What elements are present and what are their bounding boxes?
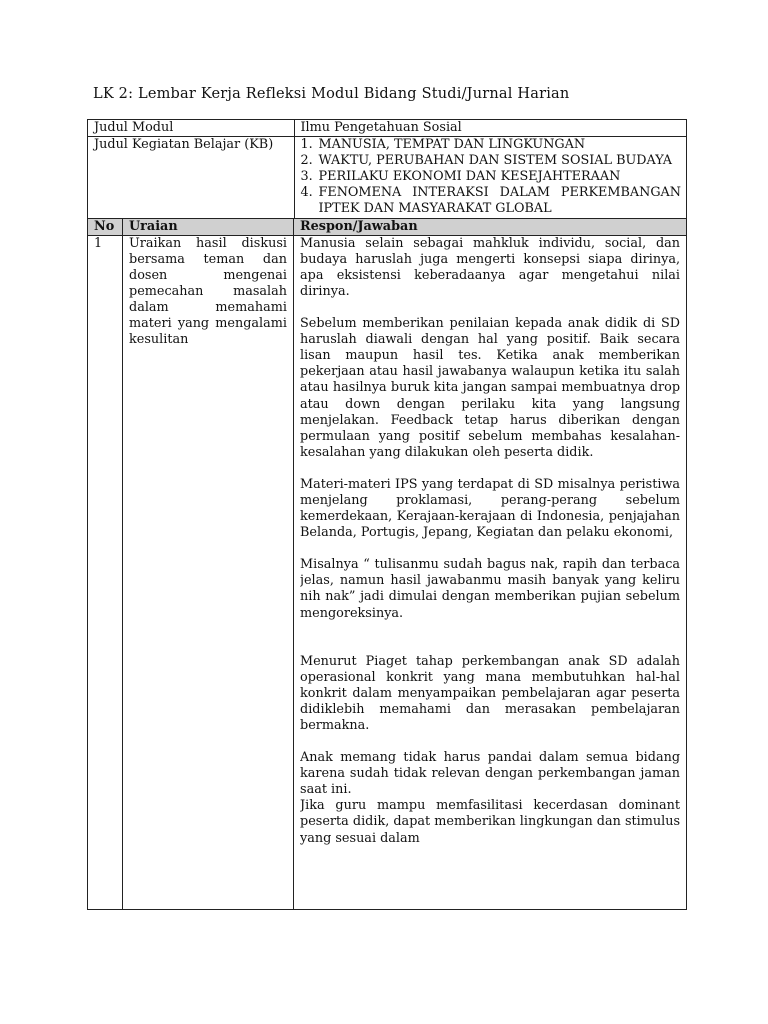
module-label: Judul Modul xyxy=(88,120,294,137)
response-paragraph: Manusia selain sebagai mahkluk individu, social, dan budaya haruslah juga mengerti konsepsi siapa dirinya, apa eksistensi keberadaanya agar mengetahui nilai dirinya. xyxy=(300,235,681,299)
activity-text: PERILAKU EKONOMI DAN KESEJAHTERAAN xyxy=(318,169,621,185)
response-body xyxy=(300,236,680,909)
activity-text: MANUSIA, TEMPAT DAN LINGKUNGAN xyxy=(318,137,586,153)
table-header-row xyxy=(88,218,687,235)
reflection-table xyxy=(87,119,687,910)
module-value: Ilmu Pengetahuan Sosial xyxy=(294,120,687,137)
activities-cell xyxy=(294,137,687,218)
row-number: 1 xyxy=(88,235,123,909)
response-paragraph: Materi-materi IPS yang terdapat di SD misalnya peristiwa menjelang proklamasi, perang-perang sebelum kemerdekaan, Kerajaan-kerajaan di Indonesia, penjajahan Belanda, Portugis, Jepang, Kegiatan dan pelaku ekonomi, xyxy=(300,476,681,541)
response-paragraph: Anak memang tidak harus pandai dalam semua bidang karena sudah tidak relevan dengan perkembangan jaman saat ini. xyxy=(300,750,681,798)
activity-item xyxy=(301,137,682,153)
meta-cell xyxy=(88,120,687,219)
table-row xyxy=(88,235,687,909)
activity-item xyxy=(301,153,682,169)
meta-subtable xyxy=(88,120,687,218)
activity-item xyxy=(301,185,682,217)
meta-row xyxy=(88,120,687,219)
row-uraian: Uraikan hasil diskusi bersama teman dan dosen mengenai pemecahan masalah dalam memahami materi yang mengalami kesulitan xyxy=(123,235,294,909)
response-paragraph: Menurut Piaget tahap perkembangan anak SD adalah operasional konkrit yang mana membutuhkan hal-hal konkrit dalam menyampaikan pembelajaran agar peserta didiklebih memahami dan merasakan pembelajaran bermakna. xyxy=(300,653,681,733)
activity-number: 1. xyxy=(300,137,313,153)
activities-label: Judul Kegiatan Belajar (KB) xyxy=(88,137,294,218)
activity-item xyxy=(301,169,682,185)
row-response xyxy=(294,235,687,909)
response-paragraph: Sebelum memberikan penilaian kepada anak didik di SD haruslah diawali dengan hal yang positif. Baik secara lisan maupun hasil tes. Ketika anak memberikan pekerjaan atau hasil jawabanya walaupun ketika itu salah atau hasilnya buruk kita jangan sampai membuatnya drop atau down dengan perilaku kita yang langsung menjelakan. Feedback tetap harus diberikan dengan permulaan yang positif sebelum membahas kesalahan-kesalahan yang dilakukan oleh peserta didik. xyxy=(300,316,681,460)
activities-row xyxy=(88,137,687,218)
header-uraian: Uraian xyxy=(123,218,294,235)
header-respon: Respon/Jawaban xyxy=(294,218,687,235)
activity-text: FENOMENA INTERAKSI DALAM PERKEMBANGAN IPTEK DAN MASYARAKAT GLOBAL xyxy=(318,185,681,217)
activity-number: 2. xyxy=(300,153,313,169)
activity-text: WAKTU, PERUBAHAN DAN SISTEM SOSIAL BUDAYA xyxy=(318,153,672,169)
response-paragraph: Misalnya “ tulisanmu sudah bagus nak, rapih dan terbaca jelas, namun hasil jawabanmu masih banyak yang keliru nih nak” jadi dimulai dengan memberikan pujian sebelum mengoreksinya. xyxy=(300,557,681,621)
module-row xyxy=(88,120,687,137)
response-paragraph: Jika guru mampu memfasilitasi kecerdasan dominant peserta didik, dapat memberikan lingkungan dan stimulus yang sesuai dalam xyxy=(300,798,681,846)
document-title: LK 2: Lembar Kerja Refleksi Modul Bidang Studi/Jurnal Harian xyxy=(93,86,570,102)
activity-number: 3. xyxy=(300,169,313,185)
activities-list xyxy=(301,137,682,217)
header-no: No xyxy=(88,218,123,235)
activity-number: 4. xyxy=(300,185,313,201)
